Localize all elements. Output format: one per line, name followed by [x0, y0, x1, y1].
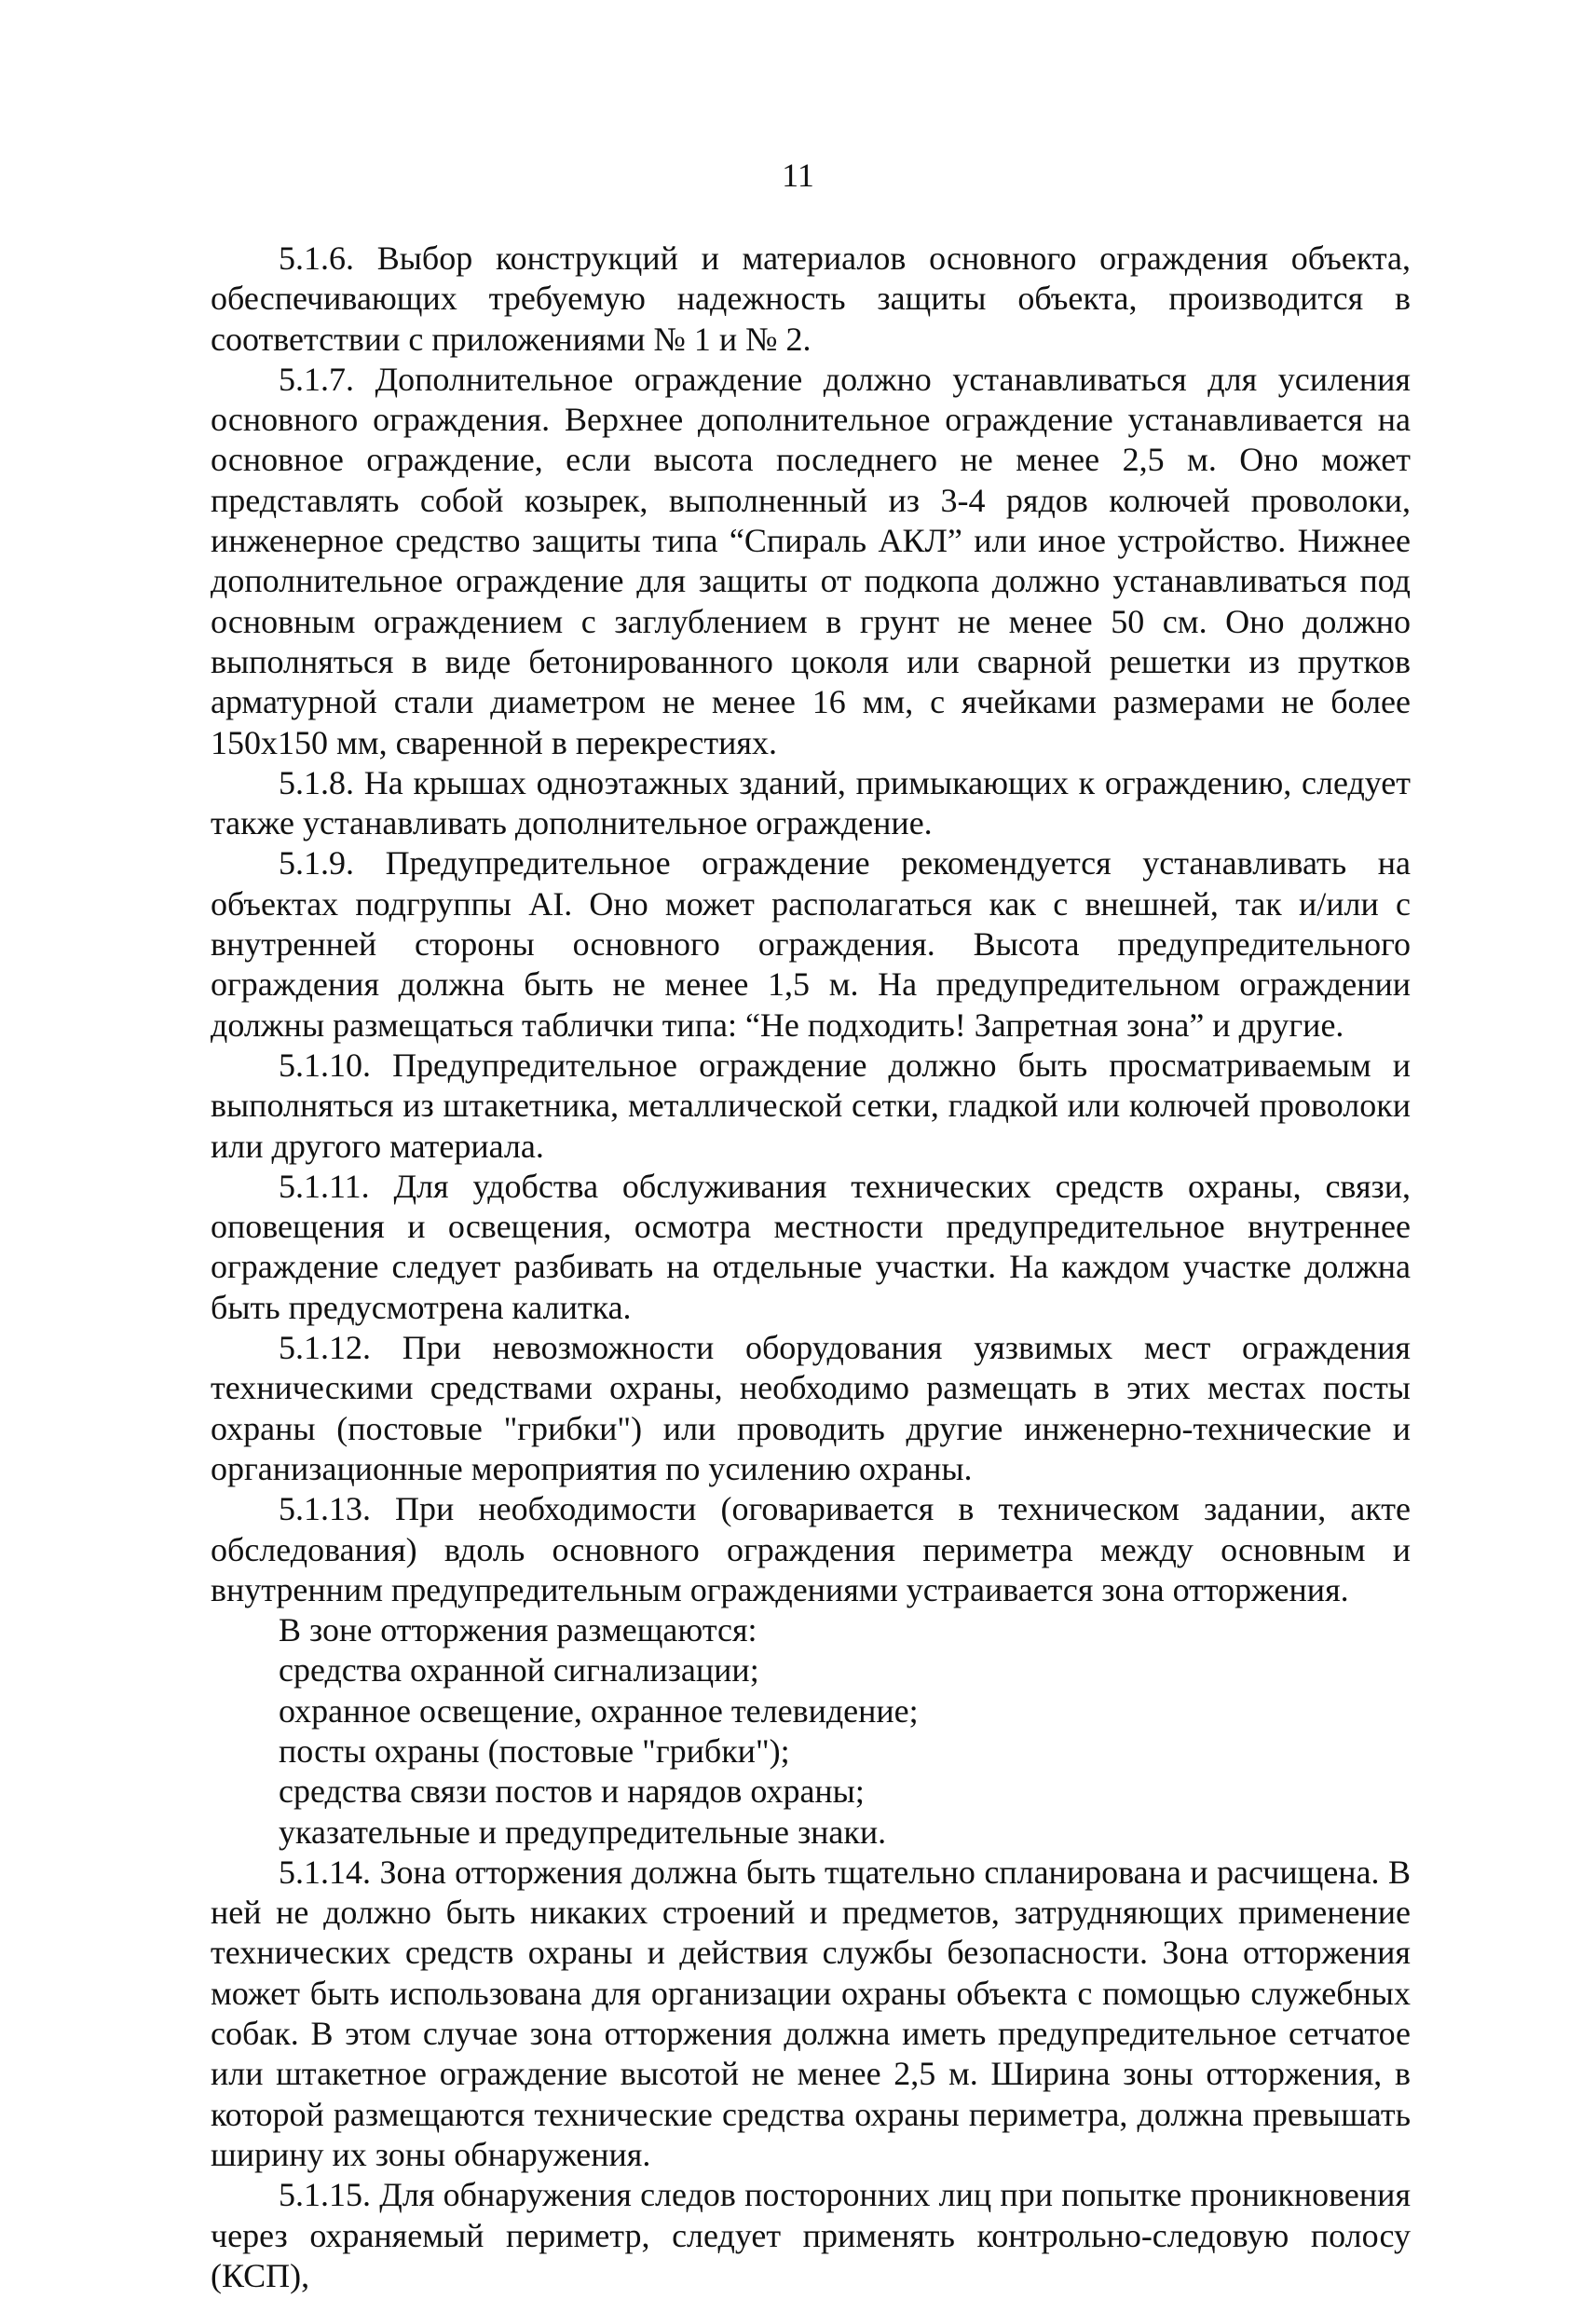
- zone-list-item: указательные и предупредительные знаки.: [279, 1813, 887, 1851]
- paragraph-5-1-7: 5.1.7. Дополнительное ограждение должно устанавливаться для усиления основного ограждения. Верхнее дополнительное ограждение устанавливается на основное ограждение, если высота последнего не менее 2,5 м. Оно может представлять собой козырек, выполненный из 3-4 рядов колючей проволоки, инженерное средство защиты типа “Спираль АКЛ” или иное устройство. Нижнее дополнительное ограждение для защиты от подкопа должно устанавливаться под основным ограждением с заглублением в грунт не менее 50 см. Оно должно выполняться в виде бетонированного цоколя или сварной решетки из прутков арматурной стали диаметром не менее 16 мм, с ячейками размерами не более 150х150 мм, сваренной в перекрестиях.: [211, 360, 1411, 761]
- paragraph-5-1-9: 5.1.9. Предупредительное ограждение рекомендуется устанавливать на объектах подгруппы АI. Оно может располагаться как с внешней, так и/или с внутренней стороны основного ограждения. Высота предупредительного ограждения должна быть не менее 1,5 м. На предупредительном ограждении должны размещаться таблички типа: “Не подходить! Запретная зона” и другие.: [211, 844, 1411, 1044]
- paragraph-5-1-14: 5.1.14. Зона отторжения должна быть тщательно спланирована и расчищена. В ней не должно быть никаких строений и предметов, затрудняющих применение технических средств охраны и действия службы безопасности. Зона отторжения может быть использована для организации охраны объекта с помощью служебных собак. В этом случае зона отторжения должна иметь предупредительное сетчатое или штакетное ограждение высотой не менее 2,5 м. Ширина зоны отторжения, в которой размещаются технические средства охраны периметра, должна превышать ширину их зоны обнаружения.: [211, 1853, 1411, 2173]
- zone-list-item: средства связи постов и нарядов охраны;: [279, 1772, 865, 1811]
- paragraph-5-1-10: 5.1.10. Предупредительное ограждение должно быть просматриваемым и выполняться из штакетника, металлической сетки, гладкой или колючей проволоки или другого материала.: [211, 1046, 1411, 1165]
- zone-list-intro: В зоне отторжения размещаются:: [279, 1611, 757, 1649]
- paragraph-5-1-6: 5.1.6. Выбор конструкций и материалов основного ограждения объекта, обеспечивающих требуемую надежность защиты объекта, производится в соответствии с приложениями № 1 и № 2.: [211, 239, 1411, 358]
- page-number: 11: [782, 157, 814, 194]
- document-body: [211, 239, 1411, 2296]
- paragraph-5-1-13: 5.1.13. При необходимости (оговаривается в техническом задании, акте обследования) вдоль основного ограждения периметра между основным и внутренним предупредительным ограждениями устраивается зона отторжения.: [211, 1490, 1411, 1608]
- paragraph-5-1-12: 5.1.12. При невозможности оборудования уязвимых мест ограждения техническими средствами охраны, необходимо размещать в этих местах посты охраны (постовые "грибки") или проводить другие инженерно-технические и организационные мероприятия по усилению охраны.: [211, 1329, 1411, 1487]
- zone-list-item: средства охранной сигнализации;: [279, 1651, 759, 1690]
- zone-list: [211, 1610, 1411, 1853]
- zone-list-item: охранное освещение, охранное телевидение;: [279, 1691, 919, 1730]
- paragraph-5-1-8: 5.1.8. На крышах одноэтажных зданий, примыкающих к ограждению, следует также устанавливать дополнительное ограждение.: [211, 763, 1411, 842]
- paragraph-5-1-11: 5.1.11. Для удобства обслуживания технических средств охраны, связи, оповещения и освещения, осмотра местности предупредительное внутреннее ограждение следует разбивать на отдельные участки. На каждом участке должна быть предусмотрена калитка.: [211, 1167, 1411, 1326]
- paragraph-5-1-15: 5.1.15. Для обнаружения следов посторонних лиц при попытке проникновения через охраняемый периметр, следует применять контрольно-следовую полосу (КСП),: [211, 2176, 1411, 2294]
- zone-list-item: посты охраны (постовые "грибки");: [279, 1731, 790, 1770]
